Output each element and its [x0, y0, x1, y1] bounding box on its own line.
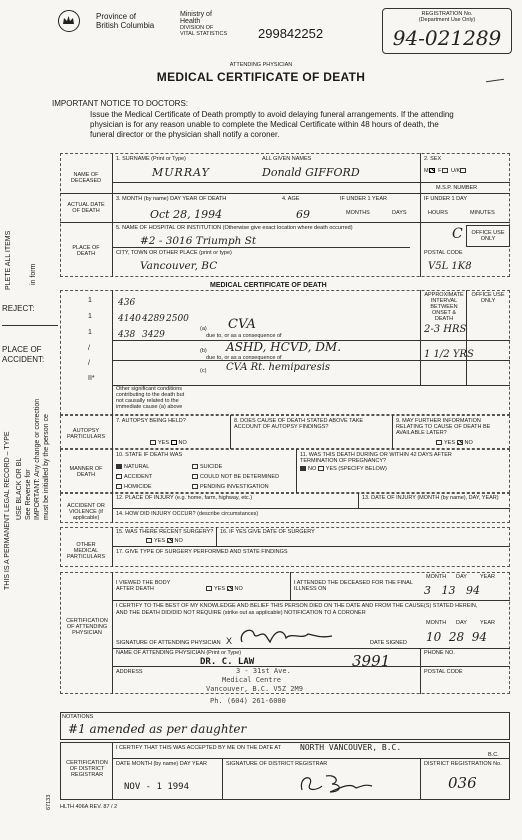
side-reject: REJECT:: [2, 304, 35, 313]
age-label: 4. AGE: [282, 196, 300, 202]
stamp-name: DR. C. LAW: [200, 657, 255, 667]
surgery-options: YES NO: [146, 538, 183, 544]
viewed-no-checkbox[interactable]: [227, 586, 233, 591]
postal-code-label: POSTAL CODE: [424, 250, 463, 256]
ministry-label: Ministry of: [180, 11, 212, 18]
signed-year-label: YEAR: [480, 620, 495, 626]
page-title: MEDICAL CERTIFICATE OF DEATH: [156, 70, 366, 84]
form-code: HLTH 406A REV. 87 / 2: [60, 804, 118, 810]
side-code: 67133: [46, 794, 52, 810]
months-label: MONTHS: [346, 210, 370, 216]
other-conditions-label: Other significant conditions contributing to the death but not causally related to the immediate cause (a) above: [116, 386, 185, 410]
signed-month-label: MONTH: [426, 620, 447, 626]
natural-checkbox[interactable]: [116, 464, 122, 469]
icd-code-2: 4140: [118, 314, 141, 324]
sex-m-label: M: [424, 168, 429, 174]
notations-label: NOTATIONS: [62, 714, 94, 720]
cause-line-b: ASHD, HCVD, DM.: [226, 340, 342, 354]
attended-day-label: DAY: [456, 574, 467, 580]
deceased-name-label: NAME OF DECEASED: [70, 172, 102, 184]
manner-label: MANNER OF DEATH: [69, 466, 103, 478]
pending-checkbox[interactable]: [192, 484, 198, 489]
due-to-b: due to, or as a consequence of: [206, 355, 282, 361]
certification-label: CERTIFICATION OF ATTENDING PHYSICIAN: [66, 618, 108, 636]
surgery-q15: 15. WAS THERE RECENT SURGERY?: [116, 529, 214, 535]
stamp-line-5: Ph. (604) 261-6000: [210, 697, 286, 705]
date-of-death-value: Oct 28, 1994: [150, 208, 223, 221]
registrar-signature-label: SIGNATURE OF DISTRICT REGISTRAR: [226, 761, 328, 767]
autopsy-q7: 7. AUTOPSY BEING HELD?: [116, 418, 186, 424]
physician-signature-label: SIGNATURE OF ATTENDING PHYSICIAN: [116, 640, 221, 646]
icd-code-5: 438: [118, 330, 136, 340]
homicide-checkbox[interactable]: [116, 484, 122, 489]
accident-option: ACCIDENT: [116, 474, 152, 480]
pregnancy-yes-checkbox[interactable]: [318, 466, 324, 471]
surgery-yes-checkbox[interactable]: [146, 538, 152, 543]
pending-option: PENDING INVESTIGATION: [192, 484, 269, 490]
notice-line-1: Issue the Medical Certificate of Death promptly to avoid delaying funeral arrangements. If the attending: [90, 110, 454, 119]
age-value: 69: [296, 208, 310, 221]
side-important: IMPORTANT: Any change or correction: [34, 398, 41, 520]
sex-m-checkbox[interactable]: [429, 168, 435, 173]
surname-value: MURRAY: [152, 166, 210, 179]
icd-code-1: 436: [118, 298, 136, 308]
under-1-day-label: IF UNDER 1 DAY: [424, 196, 467, 202]
address-postal-label: POSTAL CODE: [424, 669, 463, 675]
given-names-value: Donald GIFFORD: [262, 166, 360, 179]
icd-code-6: 3429: [142, 330, 165, 340]
certify-line-2: AND THE DEATH DID/DID NOT REQUIRE (strike out as applicable) NOTIFICATION TO A CORONER: [116, 610, 366, 616]
ministry-name: Health: [180, 18, 201, 25]
side-in-form: in form: [30, 263, 37, 285]
registration-box: [382, 8, 512, 54]
province-label: Province of: [96, 12, 137, 21]
under-1-year-label: IF UNDER 1 YEAR: [340, 196, 387, 202]
physician-number: 3991: [352, 652, 391, 670]
manner-q10: 10. STATE IF DEATH WAS: [116, 452, 183, 458]
surgery-no-checkbox[interactable]: [167, 538, 173, 543]
surname-label: 1. SURNAME (Print or Type): [116, 156, 186, 162]
office-use-box: [466, 225, 510, 247]
injury-date-label: 13. DATE OF INJURY (MONTH (by name), DAY, YEAR): [362, 495, 499, 501]
city-label: CITY, TOWN OR OTHER PLACE (print or type): [116, 250, 232, 256]
registrar-certify: I CERTIFY THAT THIS WAS ACCEPTED BY ME ON THE DATE AT: [116, 745, 282, 751]
pregnancy-options: NO YES (SPECIFY BELOW): [300, 466, 387, 472]
q7-no-checkbox[interactable]: [171, 440, 177, 445]
surgery-q17: 17. GIVE TYPE OF SURGERY PERFORMED AND STATE FINDINGS: [116, 549, 288, 555]
district-no-label: DISTRICT REGISTRATION No.: [424, 761, 502, 767]
autopsy-q7-options: YES NO: [150, 440, 187, 446]
notice-line-3: funeral director or the physician shall notify a coroner.: [90, 130, 280, 139]
side-ink: USE BLACK OR BL: [16, 457, 23, 520]
crown-icon: [59, 11, 78, 30]
side-permanent-record: THIS IS A PERMANENT LEGAL RECORD – TYPE: [4, 431, 11, 590]
viewed-yes-checkbox[interactable]: [206, 586, 212, 591]
due-to-a: due to, or as a consequence of: [206, 333, 282, 339]
registrar-signature: [296, 770, 376, 796]
certify-line-1: I CERTIFY TO THE BEST OF MY KNOWLEDGE AND BELIEF THIS PERSON DIED ON THE DATE AND FROM THE CAUSE(S) STATED HEREIN,: [116, 603, 478, 609]
side-complete-items: PLETE ALL ITEMS: [5, 230, 12, 290]
province-name: British Columbia: [96, 21, 155, 30]
pregnancy-no-checkbox[interactable]: [300, 466, 306, 471]
side-rule: [2, 325, 58, 326]
attending-physician-label: ATTENDING PHYSICIAN: [229, 62, 293, 68]
registrar-date-label: DATE MONTH (by name) DAY YEAR: [116, 761, 207, 767]
address-label: ADDRESS: [116, 669, 143, 675]
interval-a: 2-3 HRS: [424, 324, 467, 335]
icd-code-4: 2500: [166, 314, 189, 324]
cause-line-a: CVA: [228, 317, 256, 332]
notice-line-2: physician is for any reason unable to complete the Medical Certificate within 48 hours of death, the: [90, 120, 439, 129]
manner-q11: 11. WAS THIS DEATH DURING OR WITHIN 42 DAYS AFTER TERMINATION OF PREGNANCY?: [300, 452, 452, 464]
phone-label: PHONE NO.: [424, 650, 455, 656]
interval-label: APPROXIMATE INTERVAL BETWEEN ONSET & DEATH: [424, 292, 464, 322]
sex-uk-label: U/K: [451, 168, 461, 174]
place-value: #2 - 3016 Triumph St: [140, 235, 257, 247]
cause-office-label: OFFICE USE ONLY: [471, 292, 505, 304]
place-field-label: 5. NAME OF HOSPITAL OR INSTITUTION (Otherwise give exact location where death occurred): [116, 225, 353, 231]
registrar-bc: B.C.: [488, 752, 499, 758]
date-month-label: 3. MONTH (by name) DAY YEAR OF DEATH: [116, 196, 227, 202]
office-use-label: OFFICE USE ONLY: [471, 230, 505, 242]
attended-month-label: MONTH: [426, 574, 447, 580]
undetermined-option: COULD NOT BE DETERMINED: [192, 474, 279, 480]
surgery-q16: 16. IF YES GIVE DATE OF SURGERY: [220, 529, 315, 535]
division-name: VITAL STATISTICS: [180, 31, 228, 37]
physician-signature: [236, 624, 336, 648]
viewed-options: YES NO: [206, 586, 243, 592]
injury-how-label: 14. HOW DID INJURY OCCUR? (describe circumstances): [116, 511, 259, 517]
date-signed-label: DATE SIGNED: [370, 640, 407, 646]
attended-date-value: 3 13 94: [424, 584, 480, 597]
side-place-of: PLACE OF: [2, 345, 42, 354]
place-of-death-label: PLACE OF DEATH: [72, 245, 100, 257]
autopsy-q9-options: YES NO: [436, 440, 473, 446]
accident-checkbox[interactable]: [116, 474, 122, 479]
date-signed-value: 10 28 94: [426, 630, 488, 644]
q7-yes-checkbox[interactable]: [150, 440, 156, 445]
date-of-death-label: ACTUAL DATE OF DEATH: [67, 202, 105, 214]
registrar-location: NORTH VANCOUVER, B.C.: [300, 743, 402, 752]
suicide-checkbox[interactable]: [192, 464, 198, 469]
notice-heading: IMPORTANT NOTICE TO DOCTORS:: [52, 99, 189, 108]
msp-label: M.S.P. NUMBER: [436, 185, 478, 191]
sex-f-checkbox[interactable]: [442, 168, 448, 173]
minutes-label: MINUTES: [470, 210, 495, 216]
sex-options: [424, 168, 468, 174]
undetermined-checkbox[interactable]: [192, 474, 198, 479]
sex-label: 2. SEX: [424, 156, 442, 162]
other-medical-label: OTHER MEDICAL PARTICULARS: [66, 542, 105, 560]
accident-label: ACCIDENT OR VIOLENCE (if applicable): [67, 503, 105, 521]
suicide-option: SUICIDE: [192, 464, 222, 470]
attended-label: I ATTENDED THE DECEASED FOR THE FINAL ILLNESS ON: [294, 580, 413, 592]
stamp-line-4: Vancouver, B.C. V5Z 2M9: [206, 685, 303, 693]
registration-sub: (Department Use Only): [418, 17, 476, 23]
registrar-date: NOV - 1 1994: [124, 782, 190, 792]
city-value: Vancouver, BC: [140, 260, 218, 272]
cause-line-c: CVA Rt. hemiparesis: [226, 362, 331, 373]
viewed-body-label: I VIEWED THE BODY AFTER DEATH: [116, 580, 171, 592]
office-mark: C: [452, 226, 463, 242]
interval-b: 1 1/2 YRS: [424, 349, 474, 360]
registration-label: REGISTRATION No.: [421, 11, 473, 17]
injury-place-label: 12. PLACE OF INJURY (e.g. home, farm, highway, etc.): [116, 495, 253, 501]
bc-logo: [58, 10, 80, 32]
postal-code-value: V5L 1K8: [428, 261, 472, 272]
given-names-label: ALL GIVEN NAMES: [262, 156, 312, 162]
stamp-line-2: 3 - 31st Ave.: [236, 667, 291, 675]
registration-number: 94-021289: [392, 26, 502, 50]
side-see-reverse: See Reverse for: [25, 469, 32, 520]
signed-day-label: DAY: [456, 620, 467, 626]
district-no-value: 036: [448, 774, 477, 792]
icd-code-3: 4289: [142, 314, 165, 324]
q9-no-checkbox[interactable]: [457, 440, 463, 445]
autopsy-q9: 9. MAY FURTHER INFORMATION RELATING TO CAUSE OF DEATH BE AVAILABLE LATER?: [396, 418, 491, 436]
side-accident: ACCIDENT:: [2, 355, 45, 364]
physician-name-label: NAME OF ATTENDING PHYSICIAN (Print or Type): [116, 650, 242, 656]
autopsy-label: AUTOPSY PARTICULARS: [66, 428, 105, 440]
days-label: DAYS: [392, 210, 407, 216]
document-number: 299842252: [258, 26, 324, 41]
notations-text: #1 amended as per daughter: [68, 722, 247, 736]
registrar-label: CERTIFICATION OF DISTRICT REGISTRAR: [66, 760, 108, 778]
sex-f-label: F: [438, 168, 442, 174]
cause-heading: MEDICAL CERTIFICATE OF DEATH: [210, 282, 327, 289]
autopsy-q8: 8. DOES CAUSE OF DEATH STATED ABOVE TAKE ACCOUNT OF AUTOPSY FINDINGS?: [234, 418, 364, 430]
stamp-line-3: Medical Centre: [222, 676, 282, 684]
attended-year-label: YEAR: [480, 574, 495, 580]
homicide-option: HOMICIDE: [116, 484, 152, 490]
hours-label: HOURS: [428, 210, 448, 216]
natural-option: NATURAL: [116, 464, 149, 470]
q9-yes-checkbox[interactable]: [436, 440, 442, 445]
side-initialled: must be initialled by the person ce: [43, 414, 50, 520]
division-label: DIVISION OF: [180, 25, 214, 31]
sex-uk-checkbox[interactable]: [460, 168, 466, 173]
